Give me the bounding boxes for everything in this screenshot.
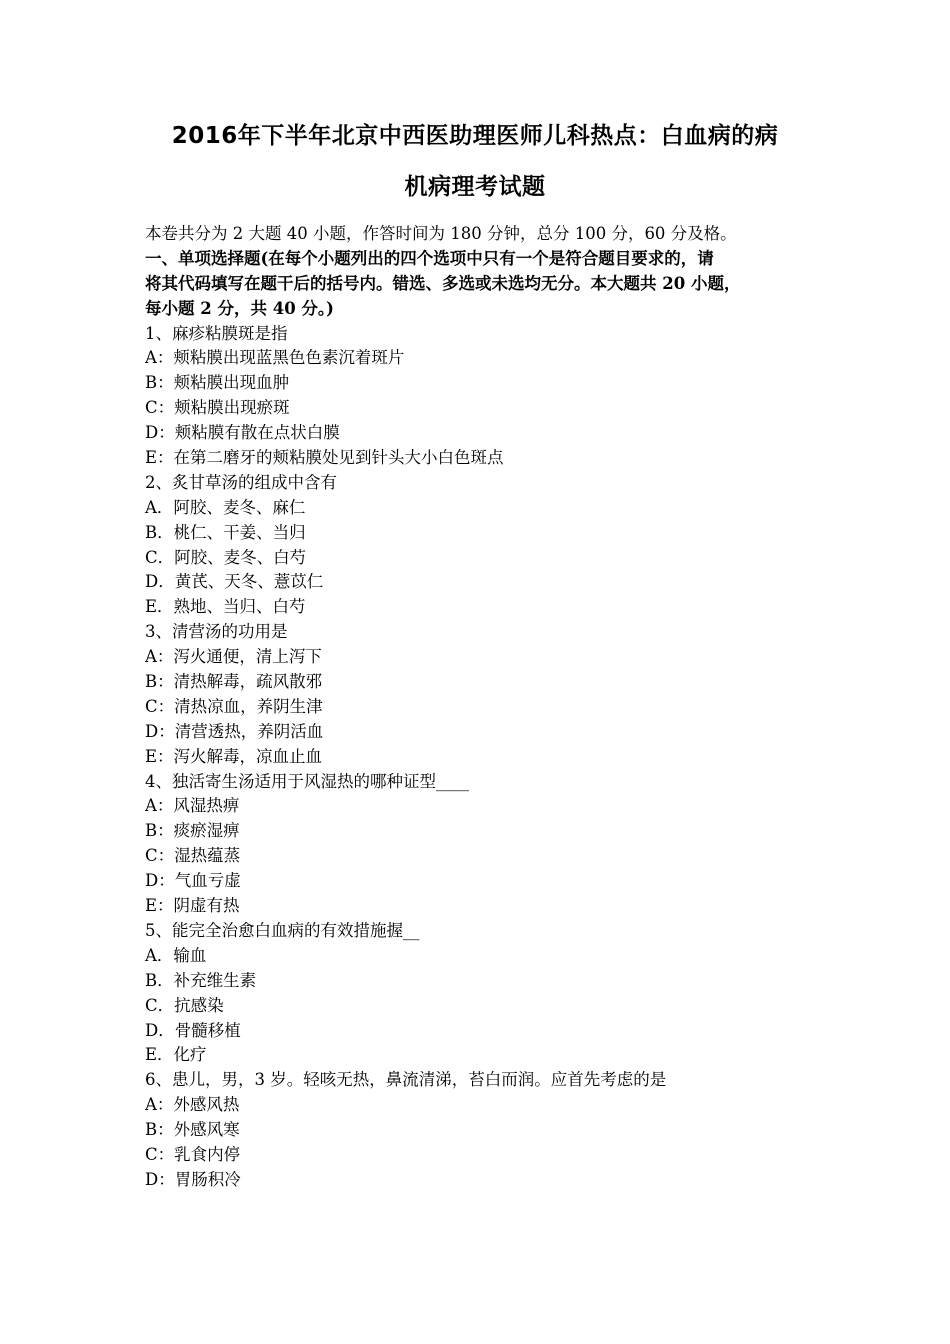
document-title-line-1: 2016年下半年北京中西医助理医师儿科热点：白血病的病: [171, 123, 779, 149]
answer-option: B：清热解毒，疏风散邪: [145, 672, 323, 692]
answer-option: C：颊粘膜出现瘀斑: [145, 398, 290, 418]
answer-option: D．黄芪、天冬、薏苡仁: [145, 572, 324, 592]
answer-option: C．阿胶、麦冬、白芍: [145, 547, 307, 567]
answer-option: B．桃仁、干姜、当归: [145, 522, 306, 542]
question-stem: 1、麻疹粘膜斑是指: [145, 323, 288, 343]
document-title-line-2: 机病理考试题: [404, 174, 546, 200]
answer-option: D：气血亏虚: [145, 871, 241, 891]
question-stem: 2、炙甘草汤的组成中含有: [145, 472, 337, 492]
answer-option: B．补充维生素: [145, 970, 257, 990]
answer-option: D：颊粘膜有散在点状白膜: [145, 423, 340, 443]
question-2: [145, 471, 825, 620]
question-stem: 6、患儿，男，3 岁。轻咳无热，鼻流清涕，苔白而润。应首先考虑的是: [145, 1070, 667, 1090]
answer-option: A：风湿热痹: [145, 796, 240, 816]
document-body: [145, 222, 825, 1193]
question-4: [145, 770, 825, 919]
answer-option: E．化疗: [145, 1045, 207, 1065]
answer-option: A：外感风热: [145, 1095, 240, 1115]
section-heading-line: 每小题 2 分，共 40 分。): [145, 298, 334, 318]
question-1: [145, 322, 825, 471]
answer-option: B：痰瘀湿痹: [145, 821, 240, 841]
answer-option: E：在第二磨牙的颊粘膜处见到针头大小白色斑点: [145, 448, 504, 468]
question-stem: 4、独活寄生汤适用于风湿热的哪种证型____: [145, 771, 469, 791]
answer-option: E：泻火解毒，凉血止血: [145, 746, 323, 766]
question-6: [145, 1068, 825, 1192]
answer-option: E：阴虚有热: [145, 896, 240, 916]
answer-option: A：颊粘膜出现蓝黑色色素沉着斑片: [145, 348, 405, 368]
answer-option: D．骨髓移植: [145, 1020, 241, 1040]
answer-option: C．抗感染: [145, 995, 224, 1015]
answer-option: C：湿热蕴蒸: [145, 846, 241, 866]
question-3: [145, 620, 825, 769]
section-heading: [145, 247, 825, 322]
answer-option: B：外感风寒: [145, 1120, 240, 1140]
answer-option: B：颊粘膜出现血肿: [145, 373, 290, 393]
answer-option: C：清热凉血，养阴生津: [145, 696, 323, 716]
answer-option: E．熟地、当归、白芍: [145, 597, 306, 617]
section-heading-line: 一、单项选择题(在每个小题列出的四个选项中只有一个是符合题目要求的，请: [145, 248, 714, 268]
answer-option: A．输血: [145, 945, 207, 965]
question-5: [145, 919, 825, 1068]
section-heading-line: 将其代码填写在题干后的括号内。错选、多选或未选均无分。本大题共 20 小题，: [145, 273, 741, 293]
answer-option: C：乳食内停: [145, 1144, 241, 1164]
exam-intro: 本卷共分为 2 大题 40 小题，作答时间为 180 分钟，总分 100 分，60 分及格。: [145, 224, 737, 243]
answer-option: D：清营透热，养阴活血: [145, 721, 324, 741]
question-stem: 3、清营汤的功用是: [145, 622, 288, 642]
question-stem: 5、能完全治愈白血病的有效措施握__: [145, 920, 420, 940]
answer-option: D：胃肠积冷: [145, 1169, 241, 1189]
answer-option: A．阿胶、麦冬、麻仁: [145, 497, 306, 517]
answer-option: A：泻火通便，清上泻下: [145, 647, 322, 667]
